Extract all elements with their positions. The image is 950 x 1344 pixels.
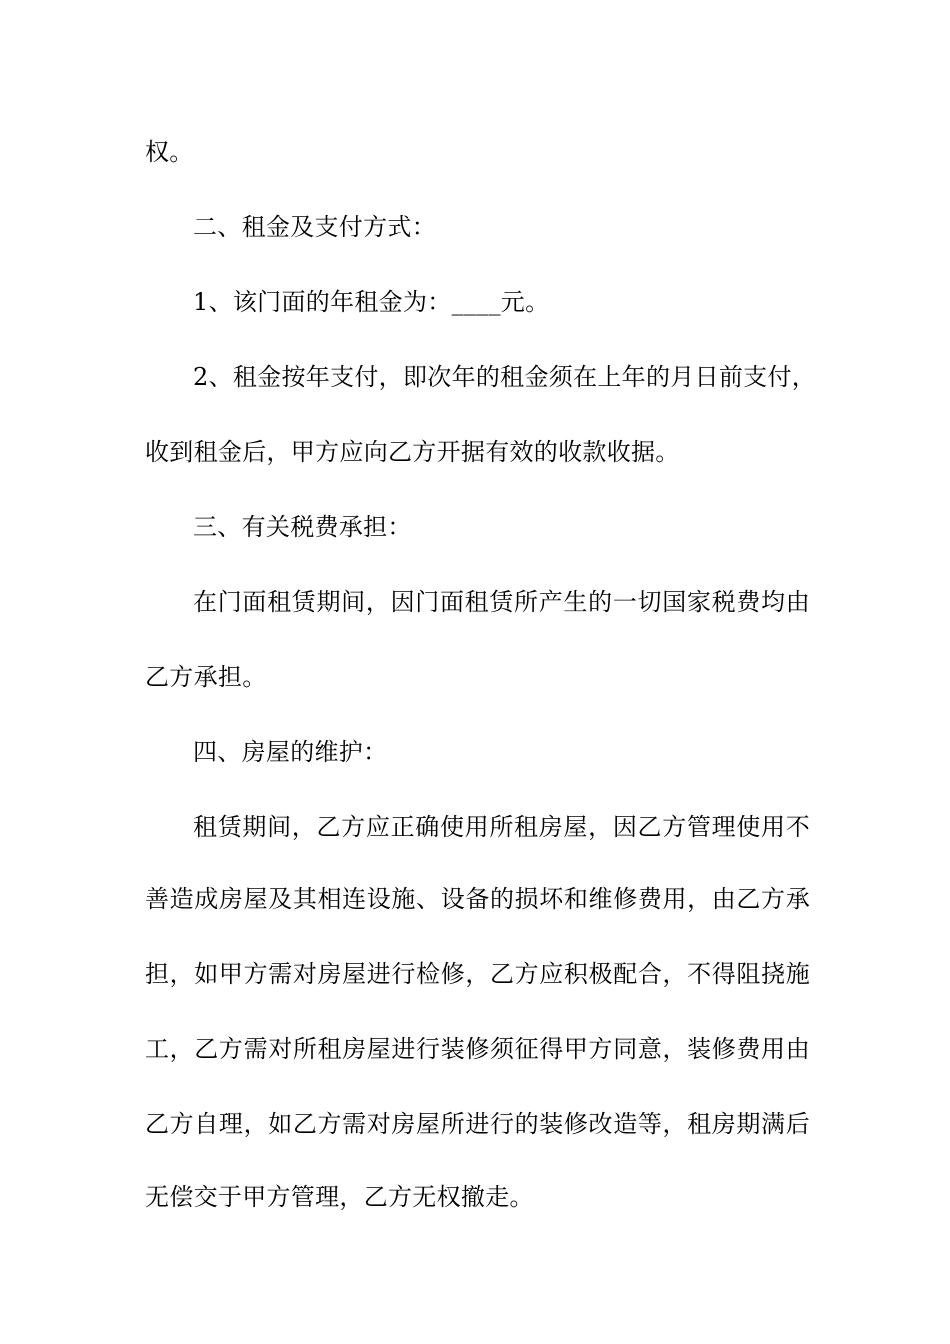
maintenance-paragraph-line-5: 乙方自理，如乙方需对房屋所进行的装修改造等，租房期满后 xyxy=(145,1110,810,1138)
clause-annual-rent: 1、该门面的年租金为：____元。 xyxy=(193,288,550,316)
maintenance-paragraph-line-4: 工，乙方需对所租房屋进行装修须征得甲方同意，装修费用由 xyxy=(145,1035,810,1063)
clause-payment-terms-line-1: 2、租金按年支付，即次年的租金须在上年的月日前支付， xyxy=(193,363,817,391)
maintenance-paragraph-line-1: 租赁期间，乙方应正确使用所租房屋，因乙方管理使用不 xyxy=(193,813,810,841)
taxes-paragraph-line-1: 在门面租赁期间，因门面租赁所产生的一切国家税费均由 xyxy=(193,588,810,616)
maintenance-paragraph-line-6: 无偿交于甲方管理，乙方无权撤走。 xyxy=(145,1183,534,1211)
section-heading-maintenance: 四、房屋的维护： xyxy=(193,738,388,766)
text-line-continuation: 权。 xyxy=(145,138,194,166)
section-heading-rent-payment: 二、租金及支付方式： xyxy=(193,213,436,241)
maintenance-paragraph-line-3: 担，如甲方需对房屋进行检修，乙方应积极配合，不得阻挠施 xyxy=(145,960,810,988)
section-heading-taxes: 三、有关税费承担： xyxy=(193,513,412,541)
taxes-paragraph-line-2: 乙方承担。 xyxy=(145,663,267,691)
maintenance-paragraph-line-2: 善造成房屋及其相连设施、设备的损坏和维修费用，由乙方承 xyxy=(145,885,810,913)
clause-payment-terms-line-2: 收到租金后，甲方应向乙方开据有效的收款收据。 xyxy=(145,438,680,466)
